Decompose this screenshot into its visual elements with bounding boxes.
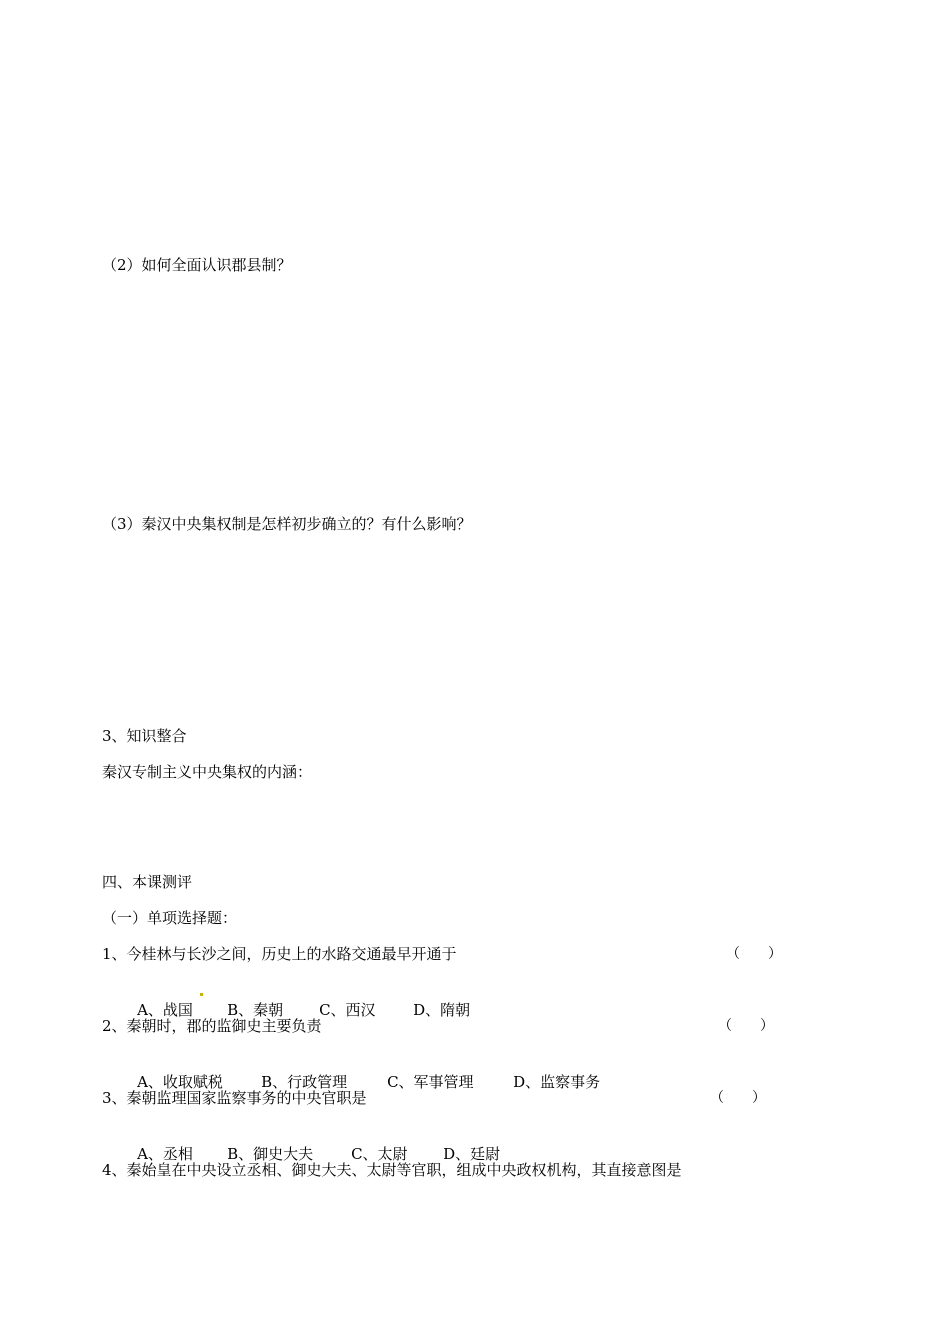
mcq-2-option-a: A、收取赋税: [137, 1073, 223, 1091]
mcq-3-option-c: C、太尉: [351, 1145, 408, 1163]
mcq-1-option-c: C、西汉: [319, 1001, 376, 1019]
mcq-2-stem: 2、秦朝时，郡的监御史主要负责: [102, 1017, 322, 1035]
mcq-2-option-d: D、监察事务: [513, 1073, 601, 1091]
mcq-1-stem: 1、今桂林与长沙之间，历史上的水路交通最早开通于: [102, 945, 457, 963]
question-2-text: （2）如何全面认识郡县制？: [102, 256, 292, 274]
mcq-3-option-b: B、御史大夫: [227, 1145, 314, 1163]
mcq-1-option-d: D、隋朝: [413, 1001, 471, 1019]
mcq-4-stem: 4、秦始皇在中央设立丞相、御史大夫、太尉等官职，组成中央政权机构，其直接意图是: [102, 1161, 682, 1179]
mcq-1-answer-bracket: （ ）: [726, 946, 782, 962]
mcq-1-option-b: B、秦朝: [227, 1001, 284, 1019]
question-3-text: （3）秦汉中央集权制是怎样初步确立的？有什么影响？: [102, 515, 472, 533]
mcq-2-option-c: C、军事管理: [387, 1073, 474, 1091]
mcq-3-stem: 3、秦朝监理国家监察事务的中央官职是: [102, 1089, 367, 1107]
section-3-heading: 3、知识整合: [102, 727, 187, 745]
section-3-prompt: 秦汉专制主义中央集权的内涵：: [102, 763, 313, 781]
mcq-1-option-a: A、战国: [137, 1001, 193, 1019]
mcq-3-option-a: A、丞相: [137, 1145, 193, 1163]
section-4-heading: 四、本课测评: [102, 873, 193, 891]
mcq-3-option-d: D、廷尉: [443, 1145, 501, 1163]
section-4-subheading: （一）单项选择题：: [102, 909, 238, 927]
mcq-2-answer-bracket: （ ）: [718, 1018, 774, 1034]
mcq-3-answer-bracket: （ ）: [710, 1090, 766, 1106]
stray-mark: [200, 993, 203, 996]
mcq-2-option-b: B、行政管理: [261, 1073, 348, 1091]
